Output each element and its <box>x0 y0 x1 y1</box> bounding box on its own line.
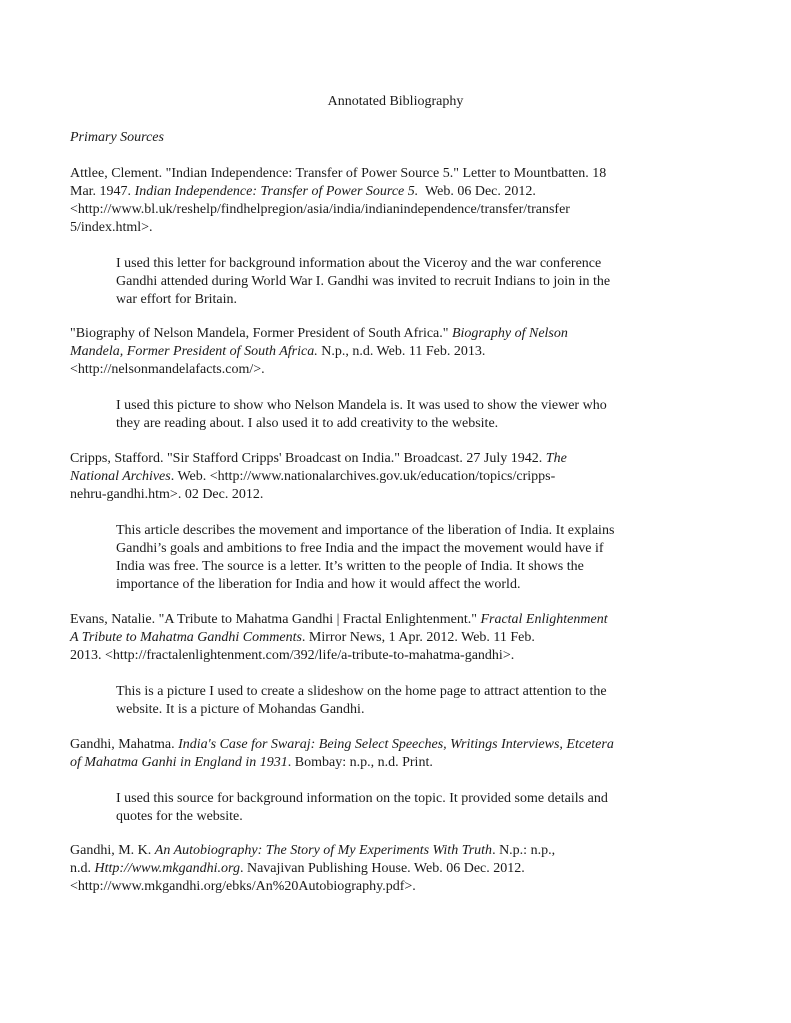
bibliography-entry-mandela <box>70 325 680 433</box>
citation-line: <http://nelsonmandelafacts.com/>. <box>70 362 265 377</box>
bibliography-entry-evans <box>70 611 680 719</box>
citation-line: Cripps, Stafford. "Sir Stafford Cripps' Broadcast on India." Broadcast. 27 July 1942. The <box>70 451 567 466</box>
citation-line: 2013. <http://fractalenlightenment.com/392/life/a-tribute-to-mahatma-gandhi>. <box>70 648 515 663</box>
annotation: I used this letter for background information about the Viceroy and the war conference Gandhi attended during World War I. Gandhi was invited to recruit Indians to join in the war effort for Britain. <box>116 256 611 307</box>
citation <box>70 325 680 379</box>
citation-line: "Biography of Nelson Mandela, Former President of South Africa." Biography of Nelson <box>70 326 568 341</box>
citation-line: National Archives. Web. <http://www.nationalarchives.gov.uk/education/topics/cripps- <box>70 469 556 484</box>
bibliography-entry-gandhi-mahatma <box>70 736 680 826</box>
citation <box>70 736 680 772</box>
bibliography-entry-attlee <box>70 165 680 309</box>
citation-line: <http://www.mkgandhi.org/ebks/An%20Autobiography.pdf>. <box>70 879 416 894</box>
bibliography-entry-gandhi-mk <box>70 842 680 896</box>
citation <box>70 450 680 504</box>
citation-line: Gandhi, M. K. An Autobiography: The Story of My Experiments With Truth. N.p.: n.p., <box>70 843 556 858</box>
citation-line: Evans, Natalie. "A Tribute to Mahatma Gandhi | Fractal Enlightenment." Fractal Enlightenment <box>70 612 608 627</box>
citation-line: n.d. Http://www.mkgandhi.org. Navajivan Publishing House. Web. 06 Dec. 2012. <box>70 861 525 876</box>
citation <box>70 165 680 237</box>
citation-line: Gandhi, Mahatma. India's Case for Swaraj: Being Select Speeches, Writings Interviews, Etcetera <box>70 737 614 752</box>
annotation: This article describes the movement and importance of the liberation of India. It explains Gandhi’s goals and ambitions to free India and the impact the movement would have if India was free. The source is a letter. It’s written to the people of India. It shows the importance of the liberation for India and how it would affect the world. <box>116 523 615 592</box>
citation-line: Mar. 1947. Indian Independence: Transfer of Power Source 5. Web. 06 Dec. 2012. <box>70 184 536 199</box>
annotation: This is a picture I used to create a slideshow on the home page to attract attention to the website. It is a picture of Mohandas Gandhi. <box>116 684 607 717</box>
annotation: I used this picture to show who Nelson Mandela is. It was used to show the viewer who they are reading about. I also used it to add creativity to the website. <box>116 398 607 431</box>
citation-line: <http://www.bl.uk/reshelp/findhelpregion/asia/india/indianindependence/transfer/transfer <box>70 202 570 217</box>
section-heading: Primary Sources <box>70 130 164 145</box>
citation-line: A Tribute to Mahatma Gandhi Comments. Mirror News, 1 Apr. 2012. Web. 11 Feb. <box>70 630 535 645</box>
citation-line: Attlee, Clement. "Indian Independence: Transfer of Power Source 5." Letter to Mountbatten. 18 <box>70 166 607 181</box>
citation <box>70 611 680 665</box>
citation-line: of Mahatma Ganhi in England in 1931. Bombay: n.p., n.d. Print. <box>70 755 433 770</box>
citation-line: 5/index.html>. <box>70 220 153 235</box>
bibliography-entry-cripps <box>70 450 680 594</box>
page-title: Annotated Bibliography <box>327 94 464 109</box>
annotation: I used this source for background information on the topic. It provided some details and quotes for the website. <box>116 791 608 824</box>
citation <box>70 842 680 896</box>
citation-line: nehru-gandhi.htm>. 02 Dec. 2012. <box>70 487 264 502</box>
citation-line: Mandela, Former President of South Africa. N.p., n.d. Web. 11 Feb. 2013. <box>70 344 486 359</box>
